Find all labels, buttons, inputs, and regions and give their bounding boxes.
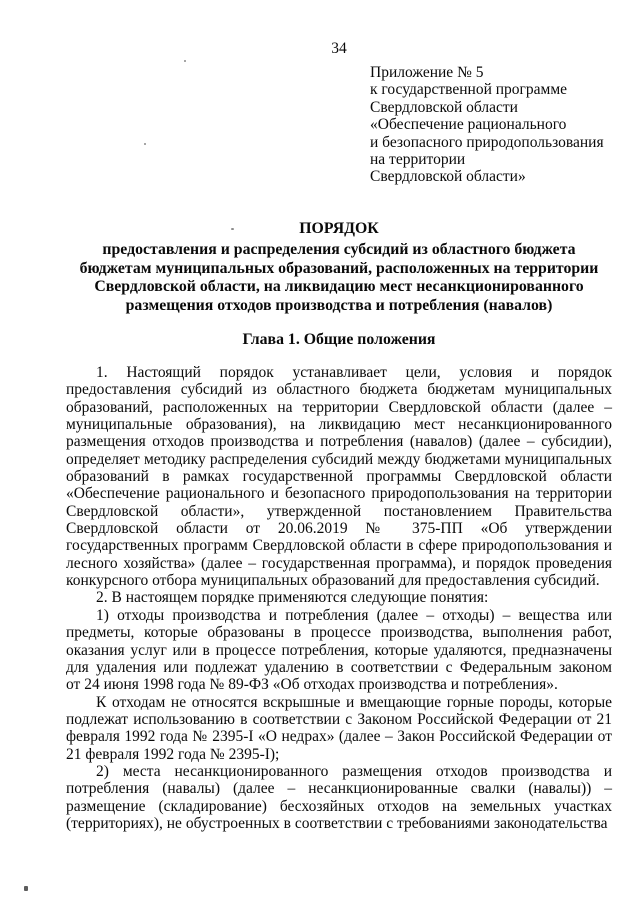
appendix-block [370,64,620,186]
appendix-line: Приложение № 5 [370,64,484,81]
appendix-line: Свердловской области» [370,168,526,186]
scan-speck [24,886,28,891]
paragraph: 1) отходы производства и потребления (далее – отходы) – вещества или предметы, которые образованы в процессе производства, выполнения работ, оказания услуг или в процессе потребления, которые удаляются, предназначены для удаления или подлежат удалению в соответствии с Федеральным законом от 24 июня 1998 года № 89-ФЗ «Об отходах производства и потребления». [66,606,612,694]
document-title-heading: ПОРЯДОК [299,220,379,237]
appendix-line: к государственной программе [370,81,568,99]
document-title [66,220,612,316]
chapter-heading: Глава 1. Общие положения [242,331,436,348]
scan-speck [184,60,186,62]
appendix-line: «Обеспечение рационального [370,116,567,134]
scan-speck [231,228,234,230]
paragraph: 1. Настоящий порядок устанавливает цели, условия и порядок предоставления субсидий из областного бюджета бюджетам муниципальных образований, расположенных на территории Свердловской области (далее – муниципальные образования), на ликвидацию мест несанкционированного размещения отходов производства и потребления (навалов) (далее – субсидии), определяет методику распределения субсидий между бюджетами муниципальных образований в рамках государственной программы Свердловской области «Обеспечение рационального и безопасного природопользования на территории Свердловской области», утвержденной постановлением Правительства Свердловской области от 20.06.2019 № 375-ПП «Об утверждении государственных программ Свердловской области в сфере природопользования и лесного хозяйства» (далее – государственная программа), и порядок проведения конкурсного отбора муниципальных образований для предоставления субсидий. [66,364,612,590]
paragraph: 2) места несанкционированного размещения отходов производства и потребления (навалы) (далее – несанкционированные свалки (навалы)) – размещение (складирование) бесхозяйных отходов на земельных участках (территориях), не обустроенных в соответствии с требованиями законодательства [66,762,612,832]
scan-speck [144,143,146,145]
document-title-subtitle: предоставления и распределения субсидий из областного бюджета бюджетам муниципальных образований, расположенных на территории Свердловской области, на ликвидацию мест несанкционированного размещения отходов производства и потребления (навалов) [79,240,599,315]
paragraph: 2. В настоящем порядке применяются следующие понятия: [96,589,489,607]
appendix-line: на территории [370,151,466,169]
document-body [66,364,612,832]
appendix-line: и безопасного природопользования [370,133,604,151]
paragraph: К отходам не относятся вскрышные и вмещающие горные породы, которые подлежат использованию в соответствии с Законом Российской Федерации от 21 февраля 1992 года № 2395-I «О недрах» (далее – Закон Российской Федерации от 21 февраля 1992 года № 2395-I); [66,693,612,763]
page-number: 34 [331,40,347,57]
appendix-line: Свердловской области [370,98,518,116]
